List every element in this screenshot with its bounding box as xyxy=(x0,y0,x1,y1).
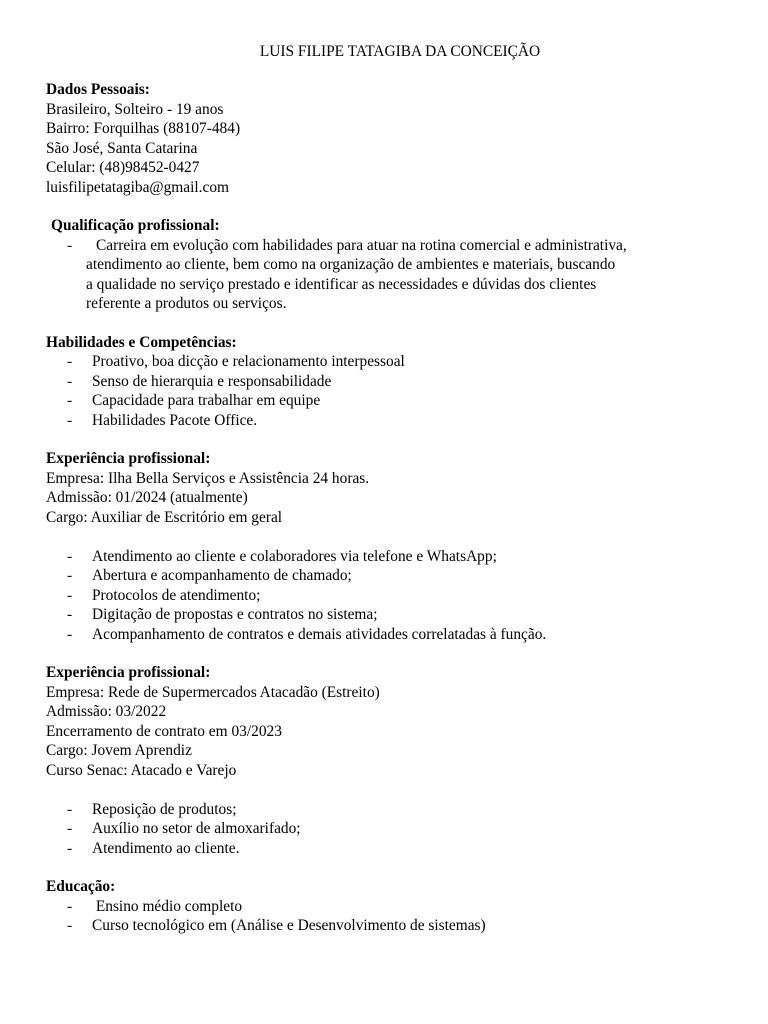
list-item xyxy=(46,839,736,859)
qualification-list xyxy=(46,236,736,314)
experience-1-list xyxy=(46,547,736,645)
list-item xyxy=(46,352,736,372)
qualification-line-2: atendimento ao cliente, bem como na organização de ambientes e materiais, buscando xyxy=(86,256,616,273)
experience-2-heading: Experiência profissional: xyxy=(46,664,211,681)
list-item xyxy=(46,372,736,392)
personal-city: São José, Santa Catarina xyxy=(46,139,198,157)
experience-2-end: Encerramento de contrato em 03/2023 xyxy=(46,722,282,740)
qualification-section xyxy=(46,216,736,314)
experience-1-role: Cargo: Auxiliar de Escritório em geral xyxy=(46,508,283,526)
experience-1-task: Abertura e acompanhamento de chamado; xyxy=(92,567,352,584)
resume-page xyxy=(46,42,736,955)
list-item xyxy=(46,566,736,586)
dash-bullet: - xyxy=(67,800,73,818)
dash-bullet: - xyxy=(67,917,73,934)
list-item xyxy=(46,547,736,567)
skill-item: Capacidade para trabalhar em equipe xyxy=(92,392,321,409)
list-item xyxy=(46,916,736,936)
dash-bullet: - xyxy=(67,547,73,565)
qualification-line-1: Carreira em evolução com habilidades para atuar na rotina comercial e administrativa, xyxy=(96,236,627,254)
list-item xyxy=(46,819,736,839)
list-item xyxy=(46,411,736,431)
experience-2-company: Empresa: Rede de Supermercados Atacadão (Estreito) xyxy=(46,683,380,701)
personal-email: luisfilipetatagiba@gmail.com xyxy=(46,178,229,196)
experience-2-list xyxy=(46,800,736,859)
skill-item: Habilidades Pacote Office. xyxy=(92,411,258,429)
list-item xyxy=(46,897,736,917)
experience-1-company: Empresa: Ilha Bella Serviços e Assistência 24 horas. xyxy=(46,469,370,487)
list-item xyxy=(46,586,736,606)
experience-2-task: Atendimento ao cliente. xyxy=(92,839,240,857)
dash-bullet: - xyxy=(67,897,73,915)
experience-1-task: Acompanhamento de contratos e demais atividades correlatadas à função. xyxy=(92,625,547,643)
dash-bullet: - xyxy=(67,567,73,584)
education-heading: Educação: xyxy=(46,878,116,895)
experience-2-role: Cargo: Jovem Aprendiz xyxy=(46,742,192,759)
experience-1-task: Atendimento ao cliente e colaboradores via telefone e WhatsApp; xyxy=(92,547,497,565)
list-item xyxy=(46,800,736,820)
skills-list xyxy=(46,352,736,430)
list-item xyxy=(46,236,736,314)
dash-bullet: - xyxy=(67,353,73,370)
dash-bullet: - xyxy=(67,236,73,254)
dash-bullet: - xyxy=(67,820,73,837)
experience-1-heading: Experiência profissional: xyxy=(46,450,211,467)
personal-phone: Celular: (48)98452-0427 xyxy=(46,159,200,176)
experience-2-task: Auxílio no setor de almoxarifado; xyxy=(92,820,301,837)
experience-2-admission: Admissão: 03/2022 xyxy=(46,703,167,720)
skills-heading: Habilidades e Competências: xyxy=(46,333,237,351)
dash-bullet: - xyxy=(67,372,73,390)
experience-1-task: Protocolos de atendimento; xyxy=(92,586,261,604)
education-list xyxy=(46,897,736,936)
experience-2-course: Curso Senac: Atacado e Varejo xyxy=(46,761,237,779)
education-item: Ensino médio completo xyxy=(92,897,243,915)
experience-1-task: Digitação de propostas e contratos no sistema; xyxy=(92,606,378,623)
personal-section xyxy=(46,80,736,197)
experience-2-task: Reposição de produtos; xyxy=(92,800,237,818)
experience-2-section xyxy=(46,663,736,858)
personal-heading: Dados Pessoais: xyxy=(46,81,150,98)
resume-name: LUIS FILIPE TATAGIBA DA CONCEIÇÃO xyxy=(259,43,541,60)
dash-bullet: - xyxy=(67,606,73,623)
personal-neighborhood: Bairro: Forquilhas (88107-484) xyxy=(46,120,241,137)
education-section xyxy=(46,877,736,936)
experience-1-section xyxy=(46,449,736,644)
qualification-line-3: a qualidade no serviço prestado e identificar as necessidades e dúvidas dos clientes xyxy=(86,275,597,293)
list-item xyxy=(46,391,736,411)
qualification-line-4: referente a produtos ou serviços. xyxy=(86,295,287,312)
list-item xyxy=(46,605,736,625)
personal-nationality: Brasileiro, Solteiro - 19 anos xyxy=(46,100,224,118)
dash-bullet: - xyxy=(67,839,73,857)
dash-bullet: - xyxy=(67,625,73,643)
education-item: Curso tecnológico em (Análise e Desenvolvimento de sistemas) xyxy=(92,917,486,934)
dash-bullet: - xyxy=(67,411,73,429)
skills-section xyxy=(46,333,736,431)
skill-item: Senso de hierarquia e responsabilidade xyxy=(92,372,332,390)
list-item xyxy=(46,625,736,645)
experience-1-admission: Admissão: 01/2024 (atualmente) xyxy=(46,489,248,506)
dash-bullet: - xyxy=(67,392,73,409)
qualification-heading: Qualificação profissional: xyxy=(51,217,220,234)
dash-bullet: - xyxy=(67,586,73,604)
skill-item: Proativo, boa dicção e relacionamento interpessoal xyxy=(92,353,405,370)
